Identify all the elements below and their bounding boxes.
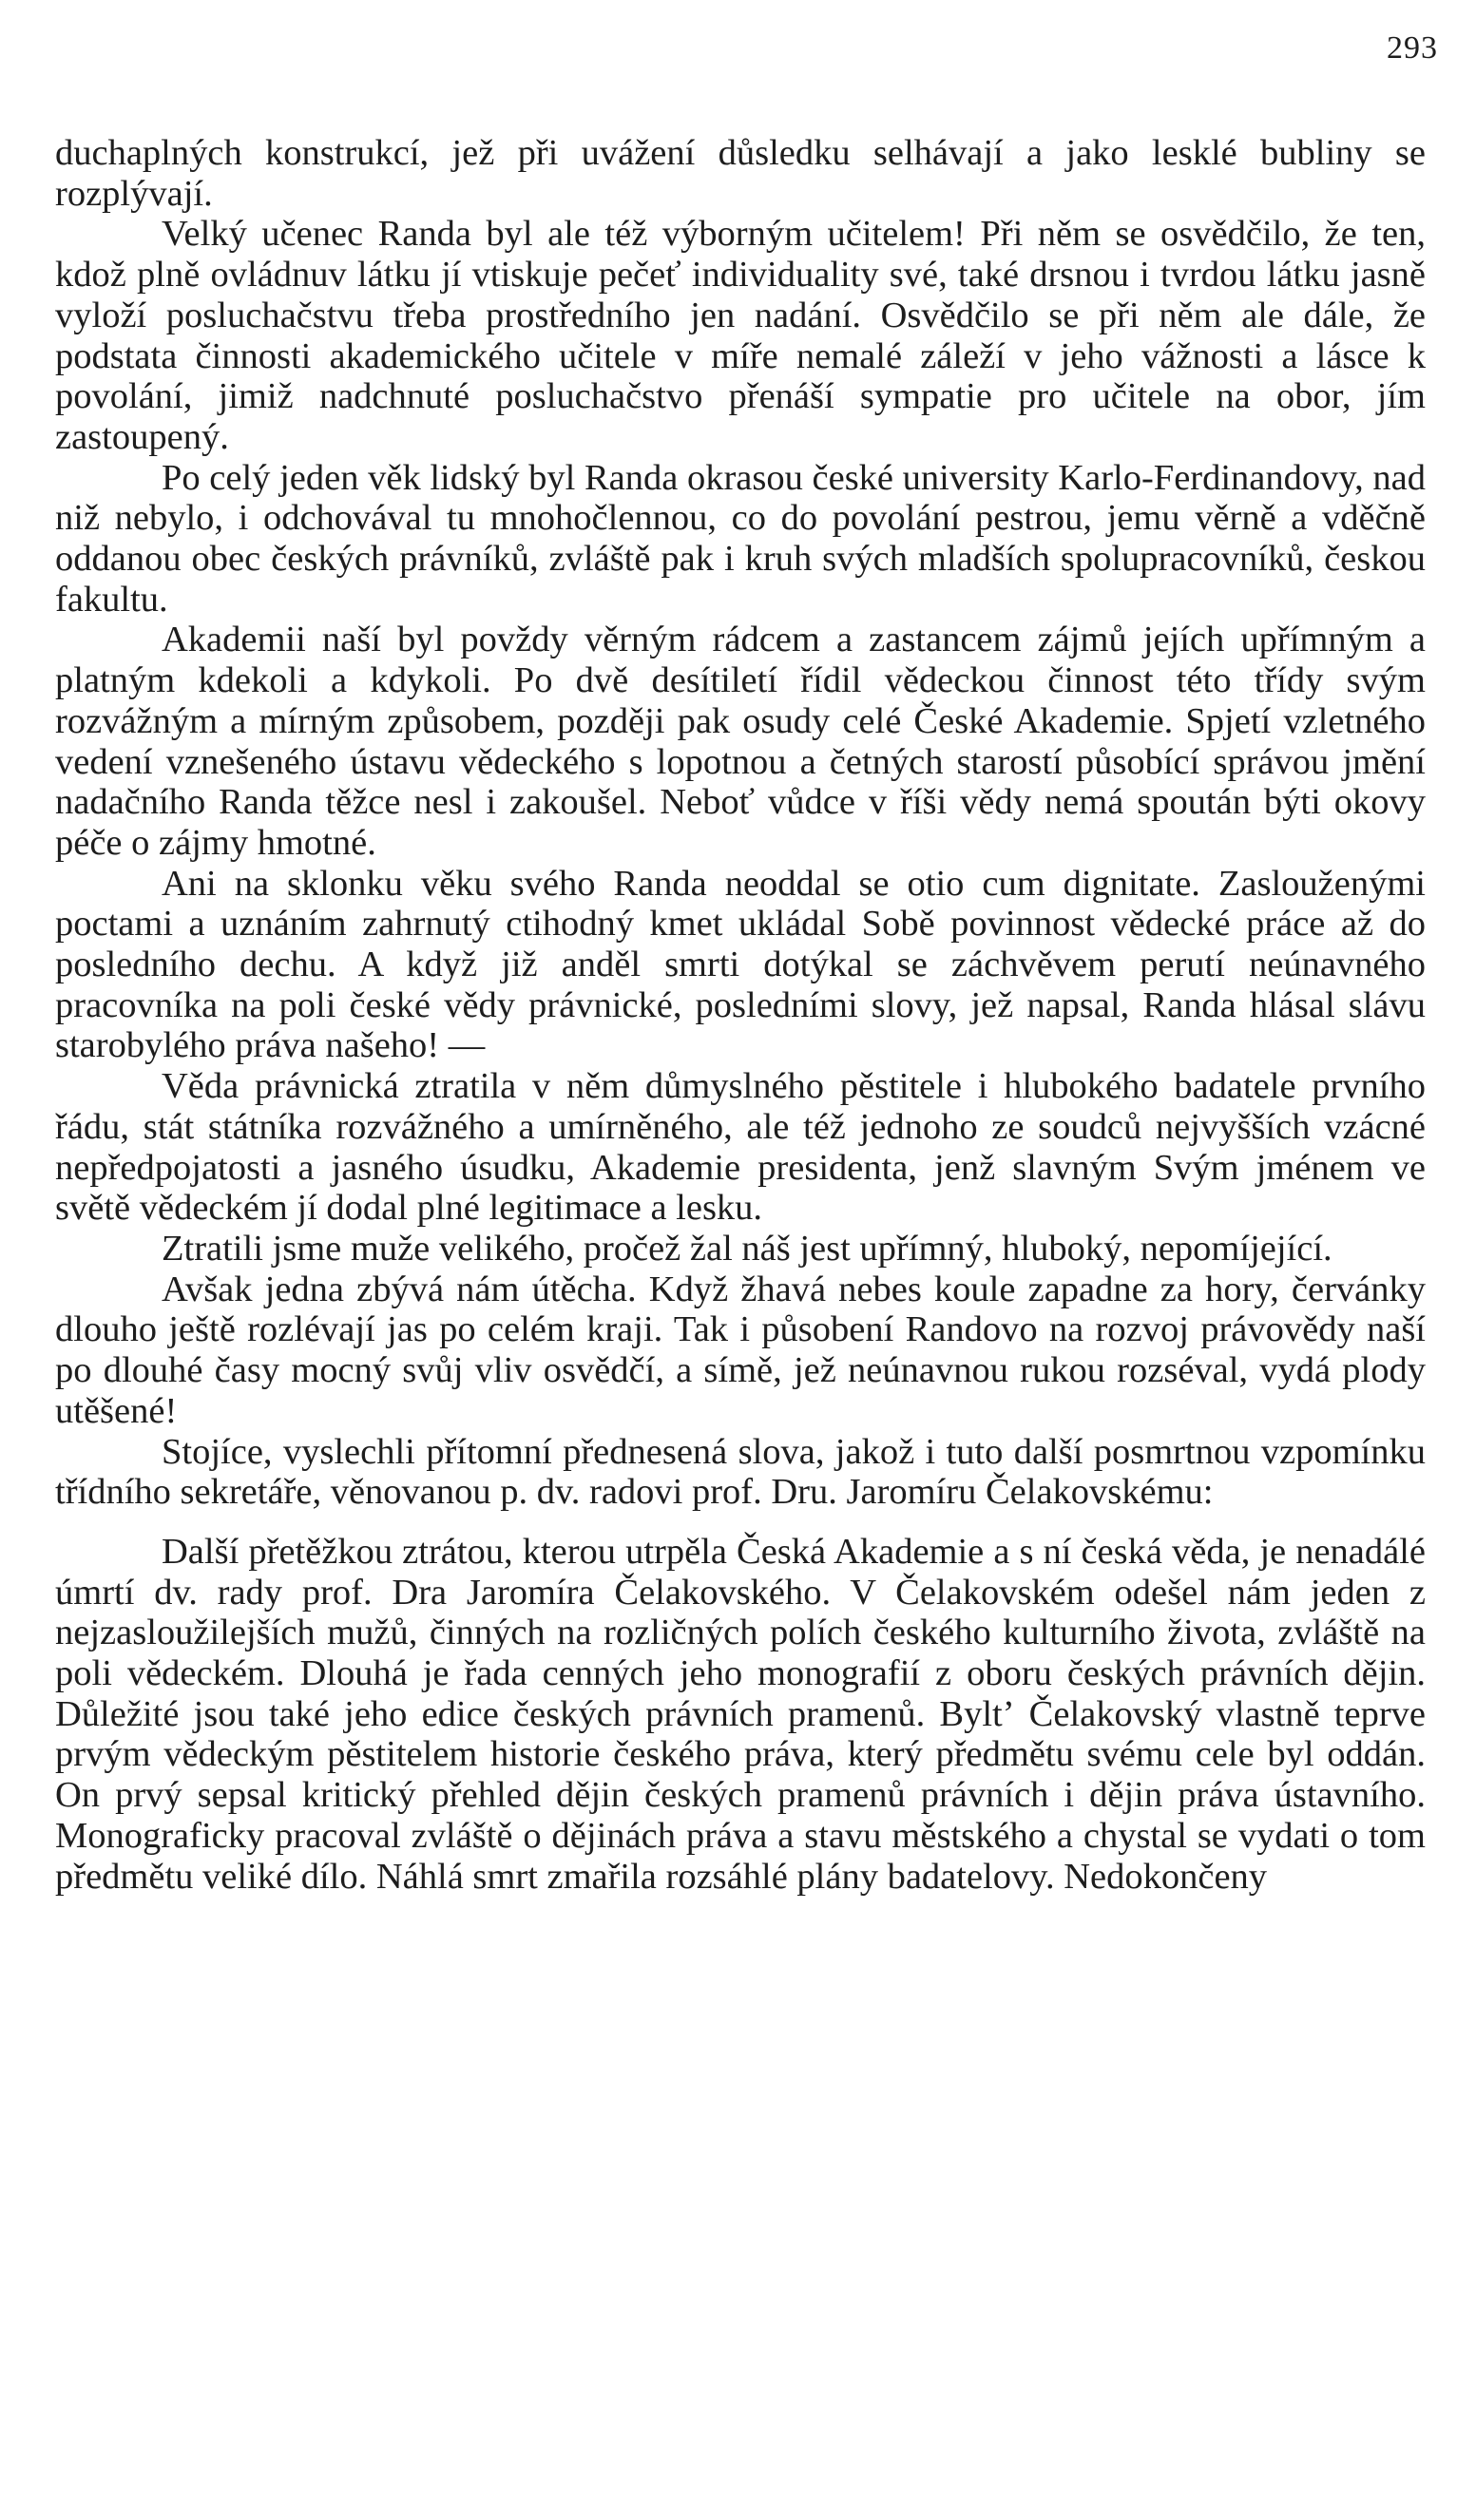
paragraph-5: Ani na sklonku věku svého Randa neoddal se otio cum dignitate. Zasloužen​ými poctami a uznáním zahrnutý ctihodný kmet ukládal Sobě povinnost vědecké práce až do posledního dechu. A když již anděl smrti dotýkal se záchvěvem perutí neúnavného pracovníka na poli české vědy právnické, posledními slovy, jež napsal, Randa hlásal slávu starobylého práva našeho! — — [55, 863, 1426, 1066]
paragraph-1: duchaplných konstrukcí, jež při uvážení důsledku selhávají a jako lesklé bubliny se rozplývají. — [55, 133, 1426, 214]
paragraph-6: Věda právnická ztratila v něm důmyslného pěstitele i hlubokého badatele prvního řádu, stát státníka rozvážného a umírněného, ale též jednoho ze soudců nejvyšších vzácné nepředpojatosti a jasného úsudku, Akademie presidenta, jenž slavným Svým jménem ve světě vědeckém jí dodal plné legitimace a lesku. — [55, 1066, 1426, 1229]
paragraph-2: Velký učenec Randa byl ale též výborným učitelem! Při něm se osvědčilo, že ten, kdož plně ovládnuv látku jí vtiskuje pečeť individuality své, také drsnou i tvrdou látku jasně vyloží posluchačstvu třeba prostředního jen nadání. Osvědčilo se při něm ale dále, že podstata činnosti akademického učitele v míře nemalé záleží v jeho vážnosti a lásce k povolání, jimiž nadchnuté posluchačstvo přenáší sympatie pro učitele na obor, jím zastoupený. — [55, 214, 1426, 457]
paragraph-9: Stojíce, vyslechli přítomní přednesená slova, jakož i tuto další posmrtnou vzpomínku třídního sekretáře, věnovanou p. dv. radovi prof. Dru. Jaromíru Čelakovskému: — [55, 1431, 1426, 1513]
paragraph-8: Avšak jedna zbývá nám útěcha. Když žhavá nebes koule zapadne za hory, červánky dlouho ještě rozlévají jas po celém kraji. Tak i působení Randovo na rozvoj právovědy naší po dlouhé časy mocný svůj vliv osvědčí, a símě, jež neúnavnou rukou rozséval, vydá plody utěšené! — [55, 1269, 1426, 1431]
page-number: 293 — [1387, 30, 1438, 66]
body-text — [55, 133, 1426, 1897]
paragraph-3: Po celý jeden věk lidský byl Randa okrasou české university Karlo-Ferdinandovy, nad niž nebylo, i odchovával tu mnohočlennou, co do povolání pestrou, jemu věrně a vděčně oddanou obec českých právníků, zvláště pak i kruh svých mladších spolupracovníků, českou fakultu. — [55, 457, 1426, 620]
paragraph-7: Ztratili jsme muže velikého, pročež žal náš jest upřímný, hluboký, nepomíjející. — [162, 1228, 1332, 1269]
paragraph-10: Další přetěžkou ztrátou, kterou utrpěla Česká Akademie a s ní česká věda, je nenadálé úmrtí dv. rady prof. Dra Jaromíra Čelakovského. V Čelakovském odešel nám jeden z nejzasloužilejších mužů, činných na rozličných polích českého kulturního života, zvláště na poli vědeckém. Dlouhá je řada cenných jeho monografií z oboru českých právních dějin. Důležité jsou také jeho edice českých právních pramenů. Byltʼ Čelakovský vlastně teprve prvým vědeckým pěstitelem historie českého práva, který předmětu svému cele byl oddán. On prvý sepsal kritický přehled dějin českých pramenů právních i dějin práva ústavního. Monograficky pracoval zvláště o dějinách práva a stavu městského a chystal se vydati o tom předmětu veliké dílo. Náhlá smrt zmařila rozsáhlé plány badatelovy. Nedokončeny — [55, 1531, 1426, 1897]
paragraph-4: Akademii naší byl povždy věrným rádcem a zastancem zájmů jejích upřímným a platným kdekoli a kdykoli. Po dvě desítiletí řídil vědeckou činnost této třídy svým rozvážným a mírným způsobem, později pak osudy celé České Akademie. Spjetí vzletného vedení vznešeného ústavu vědeckého s lopotnou a četných starostí působící správou jmění nadačního Randa těžce nesl i zakoušel. Neboť vůdce v říši vědy nemá spoután býti okovy péče o zájmy hmotné. — [55, 620, 1426, 863]
